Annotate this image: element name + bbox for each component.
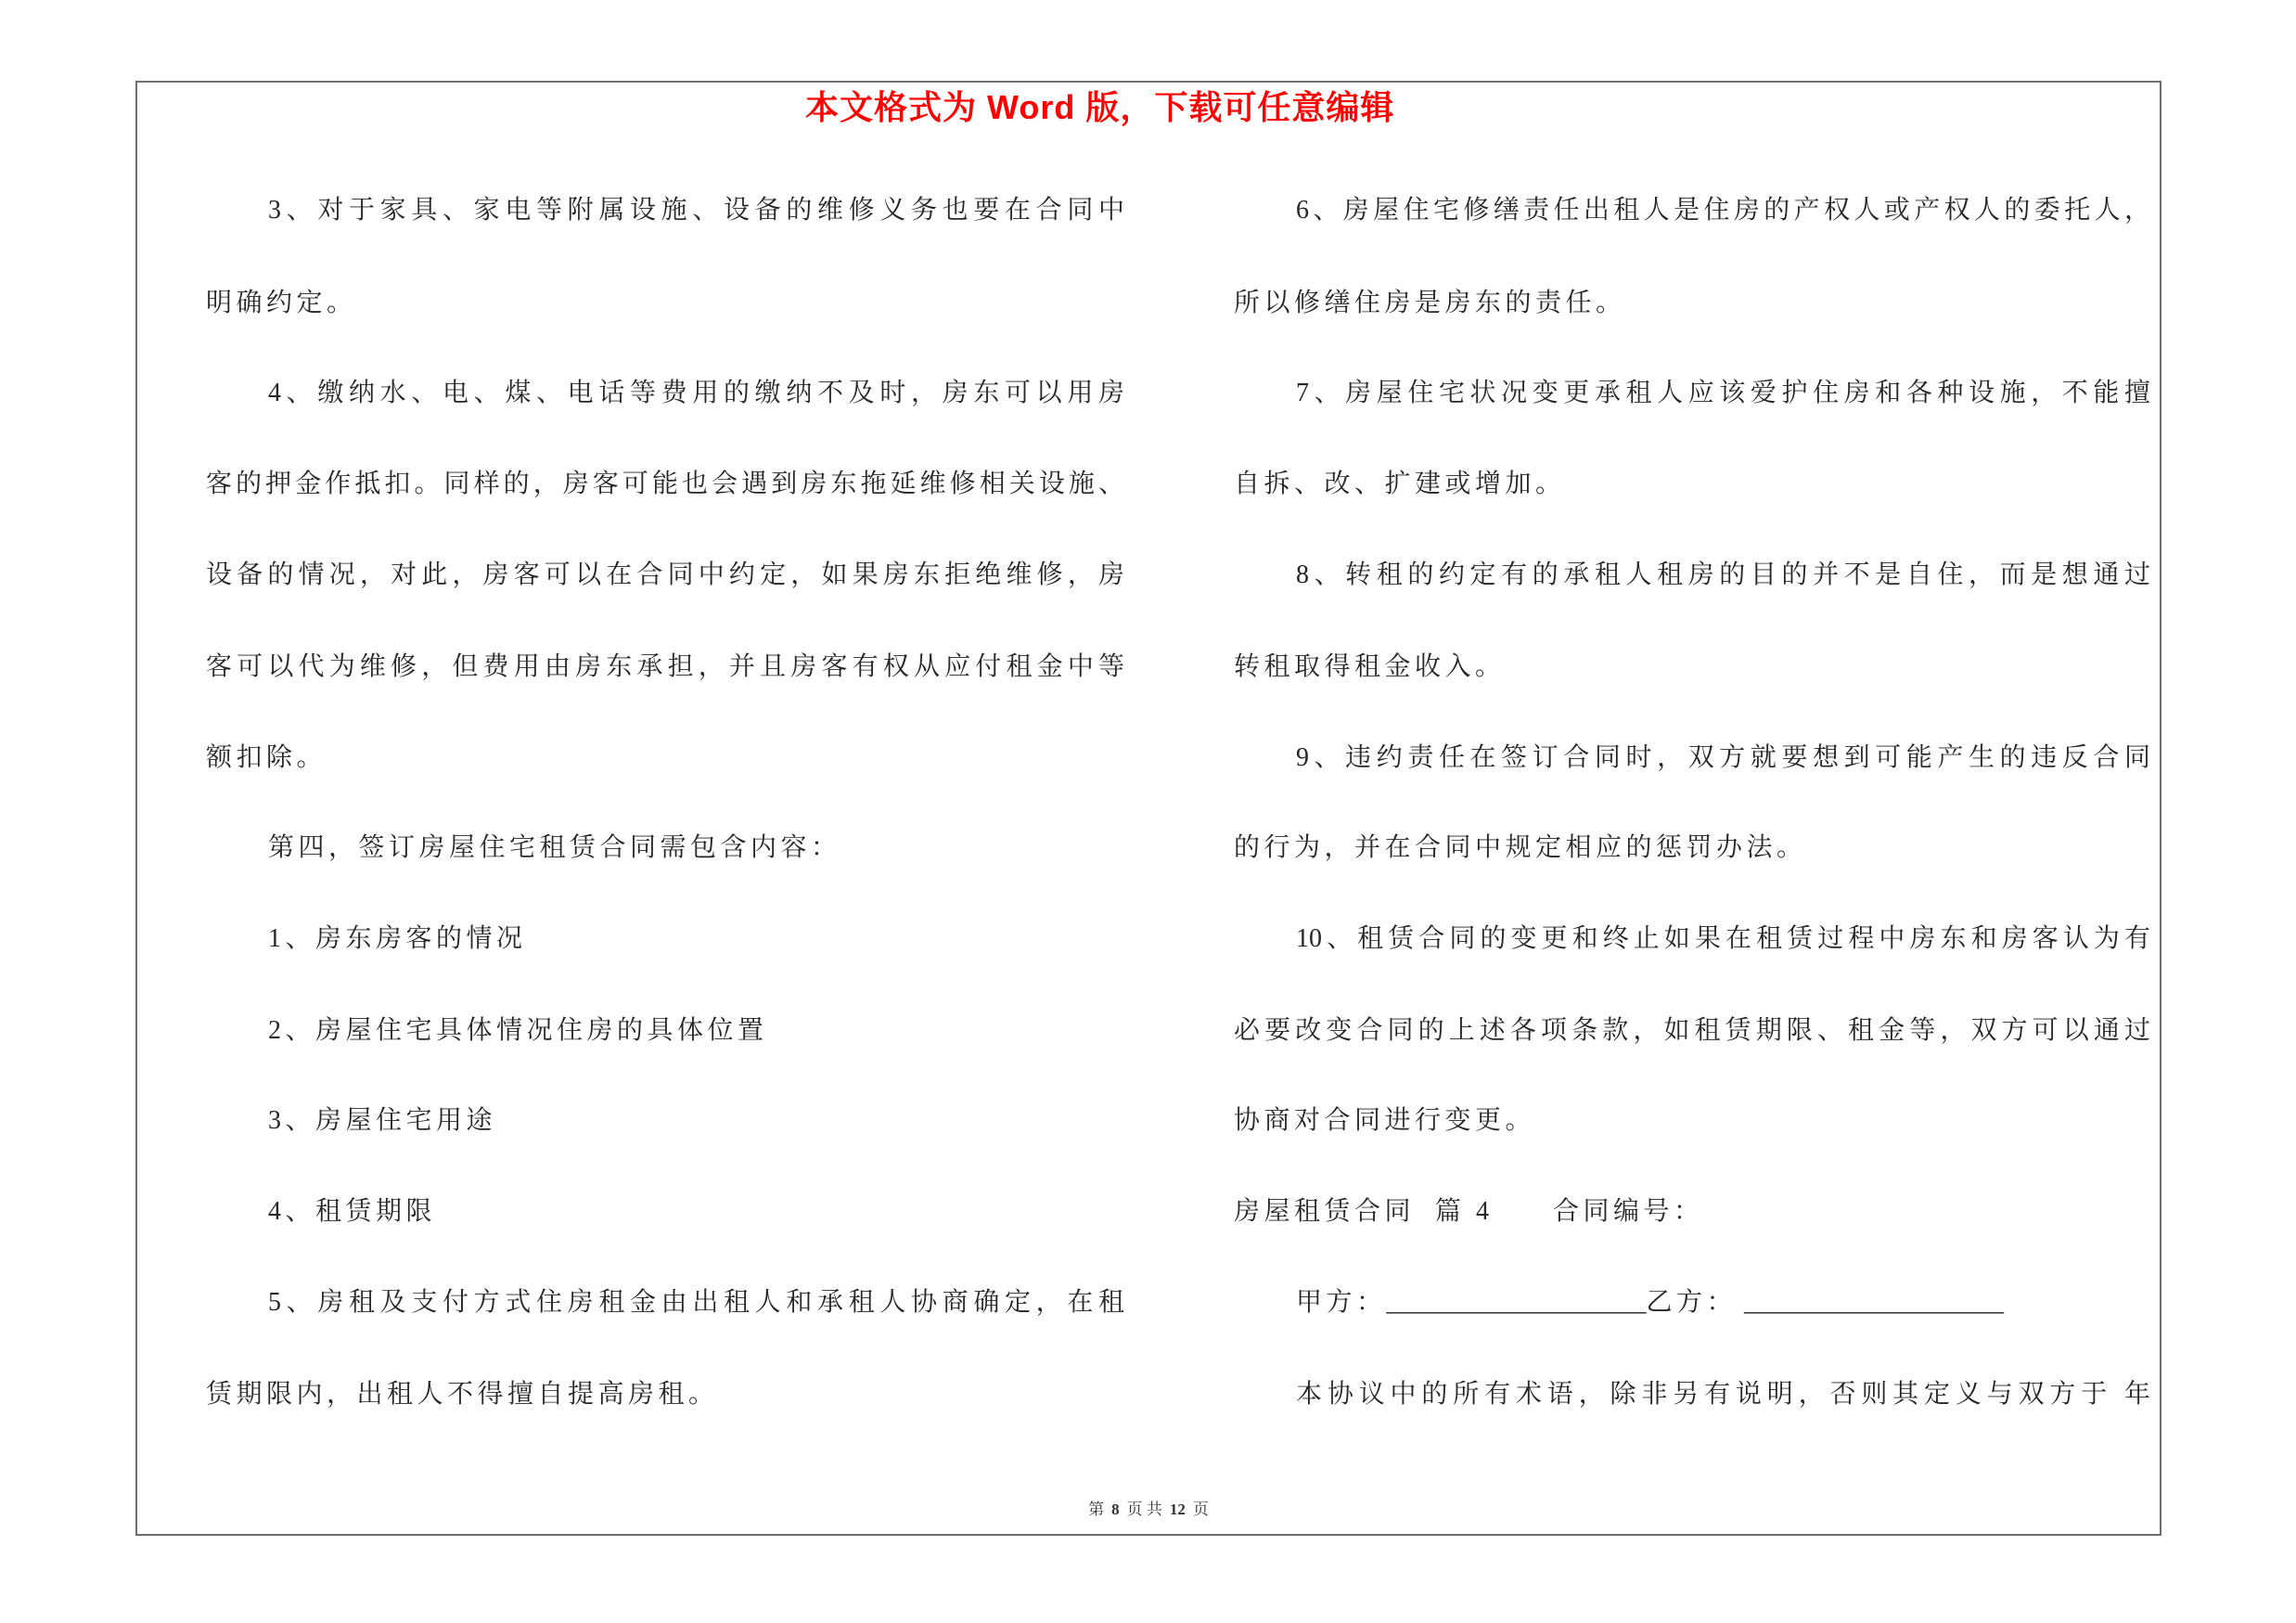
- party-b-label: 乙方：: [1646, 1288, 1738, 1317]
- page-suffix: 页: [1192, 1501, 1209, 1518]
- list-item: 1、房东房客的情况: [268, 924, 527, 953]
- left-column-line: 额扣除。: [206, 743, 327, 772]
- header-notice: 本文格式为 Word 版，下载可任意编辑: [805, 88, 1395, 126]
- right-column-line: 协商对合同进行变更。: [1234, 1106, 1536, 1135]
- left-column-line: 3、对于家具、家电等附属设施、设备的维修义务也要在合同中: [268, 196, 1124, 225]
- page-number: 8: [1111, 1501, 1120, 1518]
- left-column-line: 明确约定。: [206, 289, 357, 317]
- right-column-line: 自拆、改、扩建或增加。: [1234, 470, 1566, 498]
- page-middle: 页 共: [1126, 1501, 1162, 1518]
- right-column-line: 7、房屋住宅状况变更承租人应该爱护住房和各种设施，不能擅: [1296, 379, 2150, 407]
- right-column-line: 所以修缮住房是房东的责任。: [1234, 289, 1626, 317]
- right-column-line: 的行为，并在合同中规定相应的惩罚办法。: [1234, 833, 1807, 862]
- page-prefix: 第: [1088, 1501, 1105, 1518]
- list-item: 3、房屋住宅用途: [268, 1106, 497, 1135]
- left-column-line: 4、缴纳水、电、煤、电话等费用的缴纳不及时，房东可以用房: [268, 379, 1124, 407]
- section-heading-line: 第四，签订房屋住宅租赁合同需包含内容：: [268, 833, 841, 862]
- right-column-line: 10、租赁合同的变更和终止如果在租赁过程中房东和房客认为有: [1296, 924, 2150, 953]
- left-column-line: 赁期限内，出租人不得擅自提高房租。: [206, 1380, 719, 1409]
- left-column-line: 设备的情况，对此，房客可以在合同中约定，如果房东拒绝维修，房: [206, 560, 1124, 589]
- right-column-line: 9、违约责任在签订合同时，双方就要想到可能产生的违反合同: [1296, 743, 2150, 772]
- page-total: 12: [1169, 1501, 1186, 1518]
- list-item: 4、租赁期限: [268, 1197, 437, 1226]
- contract-number-label: 合同编号：: [1553, 1197, 1704, 1226]
- contract-heading: [1234, 1193, 2069, 1230]
- agreement-intro-line: 本协议中的所有术语，除非另有说明，否则其定义与双方于 年: [1296, 1380, 2150, 1409]
- party-a-blank: ____________________: [1386, 1288, 1647, 1317]
- parties-line: [1296, 1284, 2004, 1321]
- party-b-blank: ____________________: [1744, 1288, 2005, 1317]
- list-item: 2、房屋住宅具体情况住房的具体位置: [268, 1016, 768, 1045]
- page-footer: [135, 1499, 2161, 1521]
- right-column-line: 6、房屋住宅修缮责任出租人是住房的产权人或产权人的委托人，: [1296, 196, 2150, 225]
- left-column-line: 5、房租及支付方式住房租金由出租人和承租人协商确定，在租: [268, 1288, 1124, 1317]
- right-column-line: 必要改变合同的上述各项条款，如租赁期限、租金等，双方可以通过: [1234, 1016, 2150, 1045]
- contract-title: 房屋租赁合同: [1234, 1197, 1416, 1226]
- right-column-line: 转租取得租金收入。: [1234, 652, 1506, 681]
- contract-part-number: 篇 4: [1435, 1197, 1494, 1226]
- right-column-line: 8、转租的约定有的承租人租房的目的并不是自住，而是想通过: [1296, 560, 2150, 589]
- party-a-label: 甲方：: [1296, 1288, 1387, 1317]
- left-column-line: 客的押金作抵扣。同样的，房客可能也会遇到房东拖延维修相关设施、: [206, 470, 1124, 498]
- left-column-line: 客可以代为维修，但费用由房东承担，并且房客有权从应付租金中等: [206, 652, 1124, 681]
